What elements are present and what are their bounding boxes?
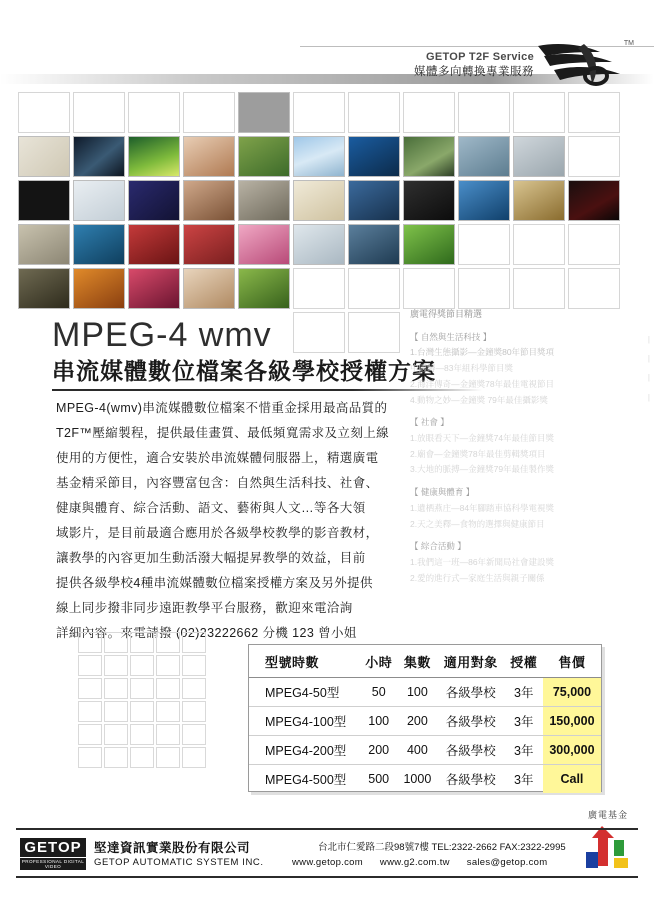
thumbnail-cell: [348, 92, 400, 133]
thumbnail-cell: [513, 224, 565, 265]
thumbnail-row: [18, 92, 638, 133]
thumbnail-cell: [183, 180, 235, 221]
pricing-panel: [248, 644, 602, 792]
thumbnail-cell: [513, 180, 565, 221]
body-copy: [56, 396, 406, 646]
website-secondary[interactable]: www.g2.com.tw: [379, 857, 450, 868]
thumbnail-cell: [403, 136, 455, 177]
cell-license: 3年: [514, 773, 534, 787]
thumbnail-cell: [403, 268, 455, 309]
cell-episodes: 1000: [403, 772, 432, 786]
getop-logo: [20, 838, 86, 870]
awards-item: 4.動物之妙—金鐘獎 79年最佳攝影獎: [410, 394, 548, 405]
mini-thumbnail-cell: [78, 747, 102, 768]
email-address[interactable]: sales@getop.com: [466, 857, 548, 868]
column-header-license: 授權: [505, 645, 543, 678]
thumbnail-cell: [293, 92, 345, 133]
getop-tagline: PROFESSIONAL DIGITAL VIDEO: [21, 859, 85, 869]
thumbnail-cell: [73, 180, 125, 221]
mini-thumbnail-cell: [130, 724, 154, 745]
service-name-en: GETOP T2F Service: [425, 51, 534, 63]
cell-license: 3年: [505, 736, 543, 765]
page-title: MPEG-4 wmv: [52, 316, 272, 354]
cell-price: 300,000: [543, 736, 601, 765]
thumbnail-cell: [293, 180, 345, 221]
mini-thumbnail-grid: [78, 632, 210, 770]
mini-thumbnail-row: [78, 678, 210, 699]
thumbnail-cell: [458, 268, 510, 309]
body-line: 基金精采節目，內容豐富包含：自然與生活科技、社會、: [56, 476, 379, 490]
body-line: 詳細內容。來電請撥 (02)23222662 分機 123 曾小姐: [56, 626, 357, 640]
mini-thumbnail-cell: [182, 701, 206, 722]
mini-thumbnail-cell: [104, 655, 128, 676]
cell-target: 各級學校: [445, 773, 496, 787]
awards-item: 1.台灣生態攝影—金鐘獎80年節目獎項: [410, 347, 555, 358]
thumbnail-cell: [128, 180, 180, 221]
service-name-cn: 媒體多向轉換專業服務: [414, 65, 534, 78]
mini-thumbnail-cell: [156, 655, 180, 676]
thumbnail-cell: [183, 92, 235, 133]
thumbnail-cell: [183, 268, 235, 309]
cell-hours: 50: [360, 678, 398, 707]
cell-model: MPEG4-500型: [265, 773, 347, 787]
company-name-cn: 堅達資訊實業股份有限公司: [94, 841, 251, 855]
thumbnail-cell: [128, 268, 180, 309]
awards-item: 1.放眼看天下—金鐘獎74年最佳節目獎: [410, 432, 555, 443]
cell-episodes: 200: [398, 707, 437, 736]
cell-license: 3年: [505, 707, 543, 736]
page-header: [0, 0, 654, 86]
company-address: 台北市仁愛路二段98號7樓 TEL:2322-2662 FAX:2322-2995: [318, 842, 566, 853]
awards-item: 中國鱘—83年組科學節目獎: [410, 363, 513, 374]
awards-item: 1.我們這一班—86年新聞局社會建設獎: [410, 556, 555, 567]
cell-episodes: 100: [398, 678, 437, 707]
thumbnail-cell: [403, 180, 455, 221]
mini-thumbnail-cell: [78, 632, 102, 653]
table-row: [249, 736, 601, 765]
awards-section-heading: 【 自然與生活科技 】: [410, 331, 492, 342]
cell-hours: 500: [368, 772, 390, 786]
mini-thumbnail-cell: [104, 747, 128, 768]
body-line: 提供各級學校4種串流媒體數位檔案授權方案及另外提供: [56, 576, 373, 590]
mini-thumbnail-cell: [130, 747, 154, 768]
thumbnail-row: [18, 224, 638, 265]
thumbnail-cell: [458, 180, 510, 221]
cell-hours: 200: [360, 736, 398, 765]
column-header-target: 適用對象: [437, 645, 505, 678]
thumbnail-cell: [293, 268, 345, 309]
thumbnail-cell: [128, 224, 180, 265]
thumbnail-cell: [513, 92, 565, 133]
thumbnail-cell: [238, 92, 290, 133]
body-line: 健康與體育、綜合活動、語文、藝術與人文…等各大領: [56, 501, 366, 515]
column-header-price: 售價: [543, 645, 601, 678]
thumbnail-cell: [458, 92, 510, 133]
thumbnail-cell: [568, 224, 620, 265]
thumbnail-cell: [183, 224, 235, 265]
body-line: 線上同步撥非同步遠距教學平台服務，歡迎來電洽詢: [56, 601, 353, 615]
thumbnail-cell: [348, 224, 400, 265]
column-header-hours: 小時: [360, 645, 398, 678]
table-row: [249, 707, 601, 736]
thumbnail-cell: [18, 268, 70, 309]
footer-divider-top: [16, 828, 638, 830]
thumbnail-cell: [458, 224, 510, 265]
mini-thumbnail-cell: [104, 724, 128, 745]
thumbnail-cell: [348, 180, 400, 221]
table-row: [249, 765, 601, 794]
footer-divider-bottom: [16, 876, 638, 878]
awards-title: 廣電得獎節目精選: [410, 309, 483, 319]
awards-section-heading: 【 社會 】: [410, 417, 449, 428]
mini-thumbnail-cell: [182, 678, 206, 699]
body-line: T2F™壓縮製程，提供最佳畫質、最低頻寬需求及立刻上線: [56, 426, 390, 440]
mini-thumbnail-cell: [78, 678, 102, 699]
awards-item: 2.愛的進行式—家庭生活與親子關係: [410, 572, 545, 583]
cell-price: 75,000: [543, 678, 601, 707]
brand-text: [414, 50, 534, 80]
company-name-en: GETOP AUTOMATIC SYSTEM INC.: [94, 857, 264, 868]
thumbnail-cell: [513, 136, 565, 177]
mini-thumbnail-cell: [156, 632, 180, 653]
getop-wordmark: GETOP: [20, 838, 86, 857]
thumbnail-cell: [238, 268, 290, 309]
thumbnail-cell: [238, 136, 290, 177]
awards-item: 3.大地的脈搏—金鐘獎79年最佳製作獎: [410, 464, 555, 475]
thumbnail-cell: [238, 180, 290, 221]
mini-thumbnail-cell: [130, 678, 154, 699]
mini-thumbnail-cell: [156, 724, 180, 745]
awards-section-heading: 【 健康與體育 】: [410, 487, 475, 498]
table-row: [249, 678, 601, 707]
thumbnail-cell: [513, 268, 565, 309]
cell-target: 各級學校: [437, 736, 505, 765]
mini-thumbnail-cell: [78, 655, 102, 676]
thumbnail-cell: [568, 92, 620, 133]
mini-thumbnail-cell: [104, 632, 128, 653]
cell-target: 各級學校: [437, 678, 505, 707]
thumbnail-cell: [238, 224, 290, 265]
mini-thumbnail-row: [78, 655, 210, 676]
thumbnail-cell: [568, 268, 620, 309]
cell-model: MPEG4-50型: [249, 678, 360, 707]
mini-thumbnail-cell: [156, 701, 180, 722]
website-primary[interactable]: www.getop.com: [292, 857, 363, 868]
fund-label: 廣電基金: [587, 810, 628, 820]
mini-thumbnail-cell: [130, 701, 154, 722]
cell-price: Call: [543, 765, 601, 794]
mini-thumbnail-cell: [130, 632, 154, 653]
mini-thumbnail-row: [78, 724, 210, 745]
mini-thumbnail-cell: [182, 632, 206, 653]
thumbnail-cell: [348, 136, 400, 177]
t2f-logo-icon: [534, 40, 626, 88]
mini-thumbnail-cell: [78, 724, 102, 745]
cell-price: 150,000: [543, 707, 601, 736]
thumbnail-cell: [348, 268, 400, 309]
body-line: 域影片，是目前最適合應用於各級學校教學的影音教材，: [56, 526, 379, 540]
mini-thumbnail-row: [78, 701, 210, 722]
thumbnail-cell: [18, 92, 70, 133]
edge-mark: |: [647, 335, 650, 344]
thumbnail-cell: [403, 92, 455, 133]
awards-item: 2.天之美釋—食物的選擇與健康節目: [410, 518, 545, 529]
thumbnail-cell: [568, 180, 620, 221]
thumbnail-row: [18, 268, 638, 309]
mini-thumbnail-cell: [182, 724, 206, 745]
thumbnail-row: [18, 180, 638, 221]
thumbnail-cell: [458, 136, 510, 177]
thumbnail-cell: [183, 136, 235, 177]
mini-thumbnail-cell: [156, 678, 180, 699]
mini-thumbnail-cell: [104, 678, 128, 699]
edge-mark: |: [647, 373, 650, 383]
awards-item: 2.海洋傳奇—金鐘獎78年最佳電視節目: [410, 378, 555, 389]
thumbnail-cell: [73, 268, 125, 309]
page-subtitle: 串流媒體數位檔案各級學校授權方案: [52, 357, 436, 384]
mini-thumbnail-row: [78, 747, 210, 768]
mini-thumbnail-cell: [182, 655, 206, 676]
thumbnail-cell: [403, 224, 455, 265]
edge-mark: |: [647, 392, 650, 402]
thumbnail-cell: [73, 136, 125, 177]
edge-mark: |: [647, 354, 650, 364]
body-line: MPEG-4(wmv)串流媒體數位檔案不惜重金採用最高品質的: [56, 401, 388, 415]
thumbnail-cell: [18, 136, 70, 177]
mini-thumbnail-cell: [104, 701, 128, 722]
thumbnail-cell: [293, 136, 345, 177]
company-contacts: [292, 857, 561, 868]
thumbnail-cell: [568, 136, 620, 177]
awards-item: 1.遺栖燕庄—84年腳踏車協科學電視獎: [410, 502, 555, 513]
awards-item: 2.廟會—金鐘獎78年最佳剪輯獎項目: [410, 448, 546, 459]
cell-episodes: 400: [398, 736, 437, 765]
mini-thumbnail-row: [78, 632, 210, 653]
column-header-model: 型號時數: [249, 645, 360, 678]
thumbnail-row: [18, 136, 638, 177]
page-footer: [0, 828, 654, 878]
cell-target: 各級學校: [437, 707, 505, 736]
body-line: 讓教學的內容更加生動活潑大幅提昇教學的效益，目前: [56, 551, 366, 565]
body-line: 使用的方便性，適合安裝於串流媒體伺服器上，精選廣電: [56, 451, 379, 465]
mini-thumbnail-cell: [130, 655, 154, 676]
cell-hours: 100: [360, 707, 398, 736]
awards-list: [410, 306, 640, 586]
thumbnail-cell: [293, 224, 345, 265]
thumbnail-cell: [128, 136, 180, 177]
thumbnail-cell: [73, 92, 125, 133]
cell-license: 3年: [505, 678, 543, 707]
pricing-table: [249, 645, 601, 793]
mini-thumbnail-cell: [156, 747, 180, 768]
thumbnail-cell: [73, 224, 125, 265]
trademark-label: TM: [623, 40, 634, 47]
column-header-episodes: 集數: [398, 645, 437, 678]
thumbnail-cell: [18, 180, 70, 221]
awards-section-heading: 【 綜合活動 】: [410, 541, 466, 552]
mini-thumbnail-cell: [182, 747, 206, 768]
thumbnail-cell: [128, 92, 180, 133]
right-edge-marks: [636, 330, 650, 407]
cell-model: MPEG4-200型: [249, 736, 360, 765]
table-header-row: [249, 645, 601, 678]
mini-thumbnail-cell: [78, 701, 102, 722]
thumbnail-cell: [18, 224, 70, 265]
cell-model: MPEG4-100型: [249, 707, 360, 736]
